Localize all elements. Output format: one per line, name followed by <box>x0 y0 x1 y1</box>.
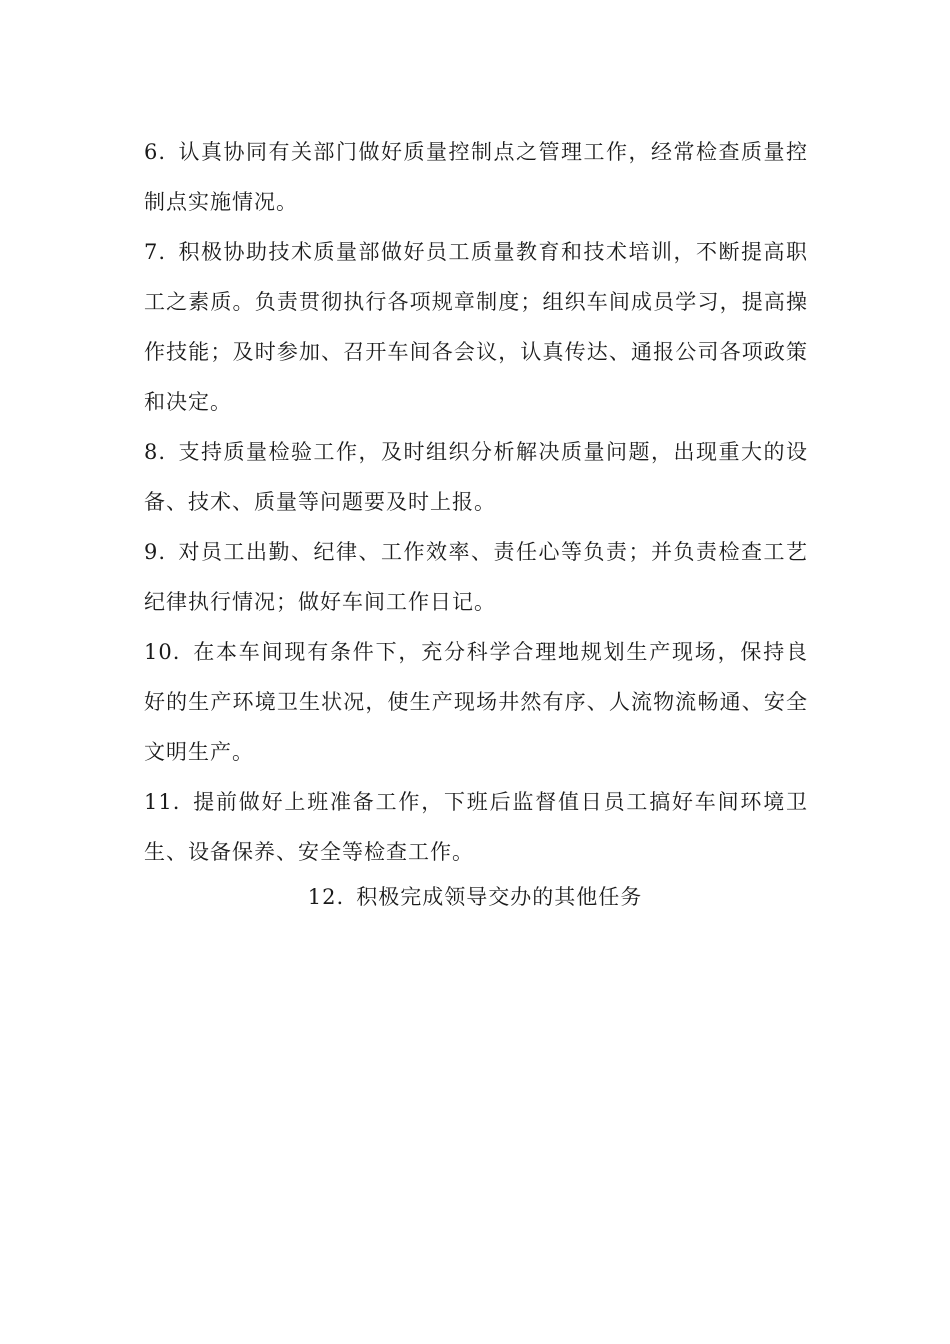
list-item-11 <box>144 777 808 877</box>
list-item-6 <box>144 127 808 227</box>
item-text: 对员工出勤、纪律、工作效率、责任心等负责；并负责检查工艺纪律执行情况；做好车间工作日记。 <box>144 540 808 614</box>
item-text: 提前做好上班准备工作，下班后监督值日员工搞好车间环境卫生、设备保养、安全等检查工作。 <box>144 790 808 864</box>
item-number: 8. <box>144 440 167 464</box>
list-item-8 <box>144 427 808 527</box>
item-text: 在本车间现有条件下，充分科学合理地规划生产现场，保持良好的生产环境卫生状况，使生产现场井然有序、人流物流畅通、安全文明生产。 <box>144 640 808 764</box>
list-item-7 <box>144 227 808 427</box>
item-number: 7. <box>144 240 167 264</box>
item-number: 6. <box>144 140 167 164</box>
item-text: 认真协同有关部门做好质量控制点之管理工作，经常检查质量控制点实施情况。 <box>144 140 808 214</box>
item-text: 积极协助技术质量部做好员工质量教育和技术培训，不断提高职工之素质。负责贯彻执行各项规章制度；组织车间成员学习，提高操作技能；及时参加、召开车间各会议，认真传达、通报公司各项政策和决定。 <box>144 240 808 414</box>
item-number: 10. <box>144 640 181 664</box>
item-number: 9. <box>144 540 167 564</box>
item-text: 积极完成领导交办的其他任务 <box>356 885 643 909</box>
list-item-12 <box>0 872 950 922</box>
item-number: 11. <box>144 790 181 814</box>
item-text: 支持质量检验工作，及时组织分析解决质量问题，出现重大的设备、技术、质量等问题要及时上报。 <box>144 440 808 514</box>
item-number: 12. <box>307 885 345 909</box>
list-item-10 <box>144 627 808 777</box>
list-item-9 <box>144 527 808 627</box>
